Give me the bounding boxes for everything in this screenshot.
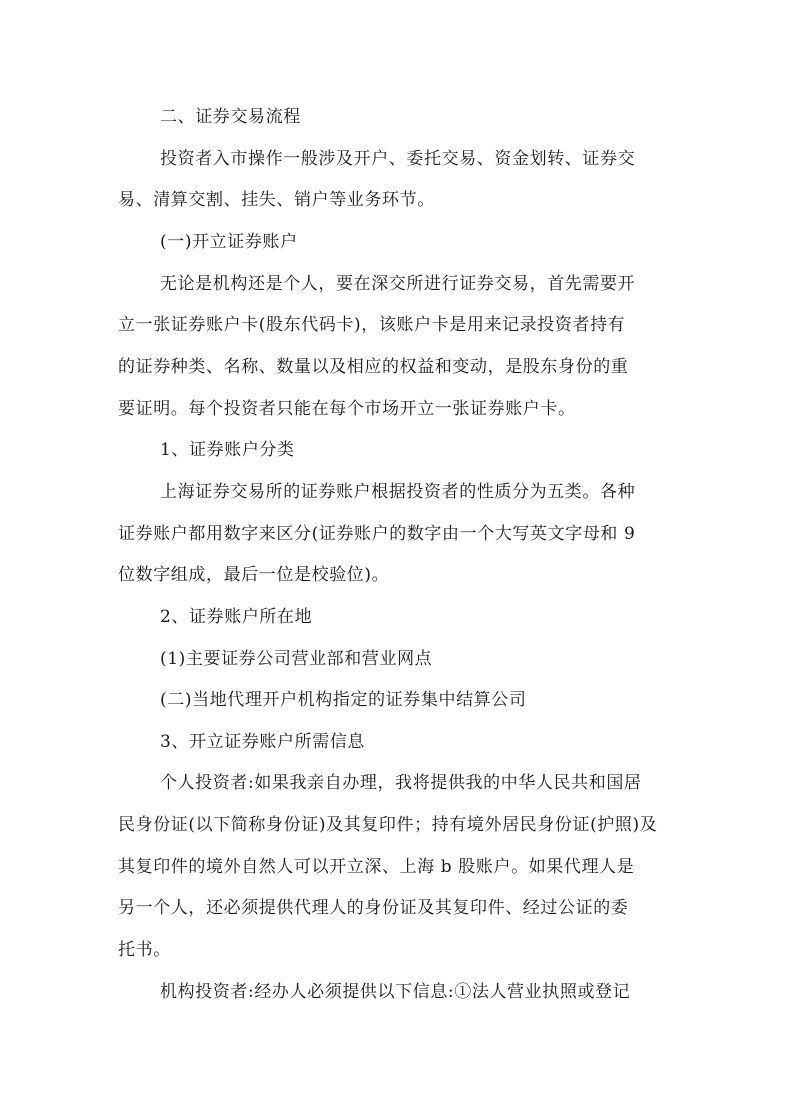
paragraph-line: 证券账户都用数字来区分(证券账户的数字由一个大写英文字母和 9 [118, 524, 636, 544]
subsection-heading-open-account: (一)开立证券账户 [160, 232, 298, 252]
paragraph-line: 无论是机构还是个人，要在深交所进行证券交易，首先需要开 [160, 274, 636, 294]
paragraph-line: 的证券种类、名称、数量以及相应的权益和变动，是股东身份的重 [118, 357, 629, 377]
paragraph-line: 民身份证(以下简称身份证)及其复印件；持有境外居民身份证(护照)及 [118, 815, 658, 835]
item-heading-required-info: 3、开立证券账户所需信息 [160, 732, 366, 752]
paragraph-line: 要证明。每个投资者只能在每个市场开立一张证券账户卡。 [118, 399, 576, 419]
paragraph-line: 机构投资者:经办人必须提供以下信息:①法人营业执照或登记 [160, 982, 631, 1002]
list-item: (二)当地代理开户机构指定的证券集中结算公司 [160, 690, 527, 710]
paragraph-line: 立一张证券账户卡(股东代码卡)，该账户卡是用来记录投资者持有 [118, 315, 626, 335]
paragraph-line: 上海证券交易所的证券账户根据投资者的性质分为五类。各种 [160, 482, 636, 502]
paragraph-line: 位数字组成，最后一位是校验位)。 [118, 565, 390, 585]
paragraph-line: 另一个人，还必须提供代理人的身份证及其复印件、经过公证的委 [118, 898, 629, 918]
paragraph-line: 投资者入市操作一般涉及开户、委托交易、资金划转、证券交 [160, 149, 636, 169]
section-heading-trading-process: 二、证券交易流程 [160, 107, 301, 127]
paragraph-line: 其复印件的境外自然人可以开立深、上海 b 股账户。如果代理人是 [118, 857, 635, 877]
item-heading-account-classification: 1、证券账户分类 [160, 440, 295, 460]
paragraph-line: 个人投资者:如果我亲自办理，我将提供我的中华人民共和国居 [160, 773, 642, 793]
item-heading-account-location: 2、证券账户所在地 [160, 607, 313, 627]
paragraph-line: 易、清算交割、挂失、销户等业务环节。 [118, 190, 435, 210]
list-item: (1)主要证券公司营业部和营业网点 [160, 649, 433, 669]
paragraph-line: 托书。 [118, 940, 171, 960]
